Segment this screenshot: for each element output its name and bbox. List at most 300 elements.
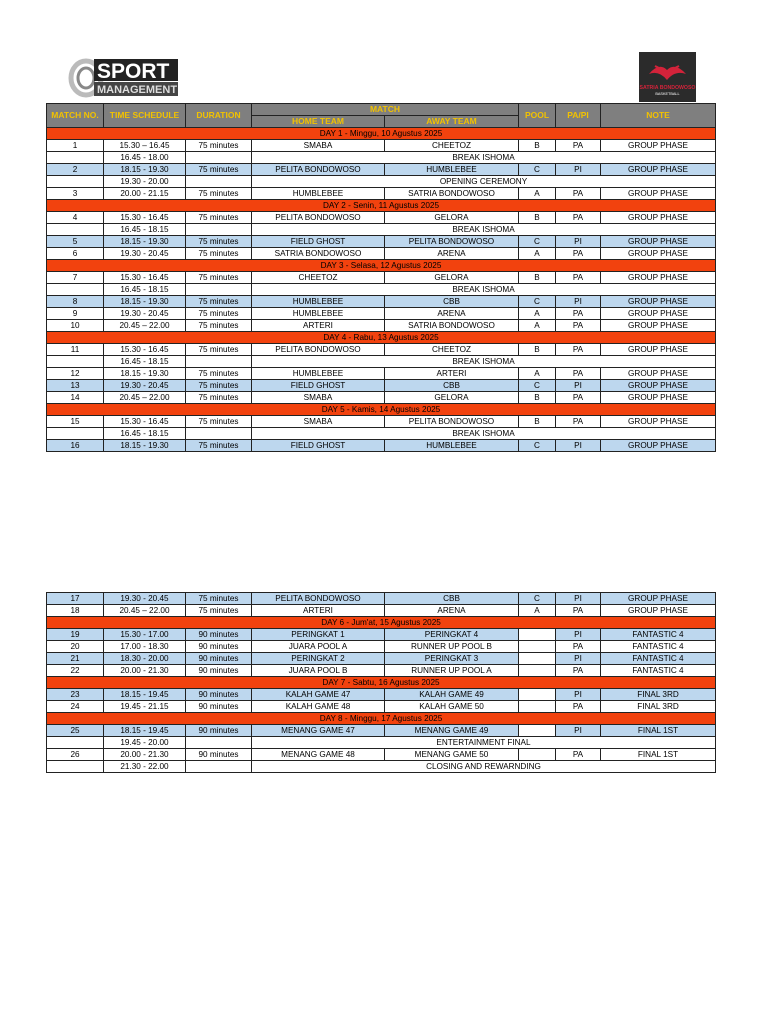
note-cell: GROUP PHASE: [601, 344, 716, 356]
papi-cell: PA: [556, 272, 601, 284]
schedule-table: [46, 103, 716, 452]
pool-cell: A: [519, 248, 556, 260]
time-cell: 15.30 - 16.45: [104, 272, 186, 284]
match-row: [47, 248, 716, 260]
match-row: [47, 605, 716, 617]
duration-cell: 90 minutes: [186, 653, 252, 665]
away-team-cell: GELORA: [385, 272, 519, 284]
break-row: [47, 428, 716, 440]
sport-management-logo: [68, 57, 180, 99]
satria-bondowoso-logo-mark: [639, 52, 696, 102]
papi-cell: PI: [556, 236, 601, 248]
time-cell: 20.00 - 21.15: [104, 188, 186, 200]
pool-cell: [519, 749, 556, 761]
away-team-cell: PELITA BONDOWOSO: [385, 416, 519, 428]
papi-cell: PI: [556, 380, 601, 392]
pool-cell: A: [519, 605, 556, 617]
time-cell: 17.00 - 18.30: [104, 641, 186, 653]
duration-cell: 90 minutes: [186, 701, 252, 713]
header-away-team: AWAY TEAM: [385, 116, 519, 128]
break-row: [47, 761, 716, 773]
break-label: BREAK ISHOMA: [252, 224, 716, 236]
away-team-cell: GELORA: [385, 392, 519, 404]
papi-cell: PI: [556, 629, 601, 641]
home-team-cell: PERINGKAT 1: [252, 629, 385, 641]
home-team-cell: KALAH GAME 47: [252, 689, 385, 701]
match-no-cell: [47, 284, 104, 296]
duration-cell: 90 minutes: [186, 689, 252, 701]
match-no-cell: 24: [47, 701, 104, 713]
papi-cell: PA: [556, 749, 601, 761]
home-team-cell: SMABA: [252, 416, 385, 428]
match-no-cell: 22: [47, 665, 104, 677]
time-cell: 20.00 - 21.30: [104, 749, 186, 761]
duration-cell: 75 minutes: [186, 212, 252, 224]
match-row: [47, 593, 716, 605]
day-header-row: [47, 617, 716, 629]
match-no-cell: 26: [47, 749, 104, 761]
home-team-cell: CHEETOZ: [252, 272, 385, 284]
duration-cell: 75 minutes: [186, 605, 252, 617]
home-team-cell: FIELD GHOST: [252, 236, 385, 248]
duration-cell: [186, 761, 252, 773]
break-row: [47, 152, 716, 164]
note-cell: GROUP PHASE: [601, 593, 716, 605]
pool-cell: [519, 629, 556, 641]
day-header-row: [47, 128, 716, 140]
duration-cell: 75 minutes: [186, 320, 252, 332]
papi-cell: PI: [556, 689, 601, 701]
day-header-row: [47, 260, 716, 272]
pool-cell: B: [519, 212, 556, 224]
away-team-cell: MENANG GAME 49: [385, 725, 519, 737]
pool-cell: B: [519, 344, 556, 356]
match-no-cell: 11: [47, 344, 104, 356]
time-cell: 20.45 – 22.00: [104, 605, 186, 617]
match-no-cell: 13: [47, 380, 104, 392]
duration-cell: 75 minutes: [186, 380, 252, 392]
match-no-cell: 10: [47, 320, 104, 332]
papi-cell: PI: [556, 296, 601, 308]
away-team-cell: SATRIA BONDOWOSO: [385, 320, 519, 332]
home-team-cell: HUMBLEBEE: [252, 368, 385, 380]
home-team-cell: FIELD GHOST: [252, 440, 385, 452]
logo-club-sub: BASKETBALL: [655, 92, 680, 96]
duration-cell: [186, 737, 252, 749]
pool-cell: C: [519, 440, 556, 452]
time-cell: 15.30 – 16.45: [104, 140, 186, 152]
day-label: DAY 3 - Selasa, 12 Agustus 2025: [47, 260, 716, 272]
home-team-cell: MENANG GAME 47: [252, 725, 385, 737]
match-row: [47, 416, 716, 428]
day-header-row: [47, 677, 716, 689]
papi-cell: PA: [556, 392, 601, 404]
home-team-cell: SATRIA BONDOWOSO: [252, 248, 385, 260]
time-cell: 20.00 - 21.30: [104, 665, 186, 677]
papi-cell: PA: [556, 641, 601, 653]
pool-cell: C: [519, 593, 556, 605]
time-cell: 20.45 – 22.00: [104, 320, 186, 332]
home-team-cell: ARTERI: [252, 320, 385, 332]
day-label: DAY 6 - Jum'at, 15 Agustus 2025: [47, 617, 716, 629]
away-team-cell: PERINGKAT 3: [385, 653, 519, 665]
logo-sport-text: SPORT: [97, 60, 170, 83]
duration-cell: 75 minutes: [186, 236, 252, 248]
day-header-row: [47, 332, 716, 344]
break-label: CLOSING AND REWARNDING: [252, 761, 716, 773]
header-note: NOTE: [601, 104, 716, 128]
time-cell: 16.45 - 18.15: [104, 356, 186, 368]
header-pool: POOL: [519, 104, 556, 128]
match-no-cell: 12: [47, 368, 104, 380]
schedule-body-page2: [47, 593, 716, 773]
papi-cell: PA: [556, 188, 601, 200]
home-team-cell: PELITA BONDOWOSO: [252, 593, 385, 605]
papi-cell: PA: [556, 701, 601, 713]
match-no-cell: [47, 176, 104, 188]
match-row: [47, 665, 716, 677]
note-cell: FINAL 1ST: [601, 725, 716, 737]
note-cell: FANTASTIC 4: [601, 641, 716, 653]
time-cell: 19.30 - 20.45: [104, 593, 186, 605]
note-cell: FANTASTIC 4: [601, 653, 716, 665]
away-team-cell: SATRIA BONDOWOSO: [385, 188, 519, 200]
home-team-cell: HUMBLEBEE: [252, 188, 385, 200]
time-cell: 19.30 - 20.45: [104, 380, 186, 392]
time-cell: 18.15 - 19.30: [104, 296, 186, 308]
away-team-cell: CBB: [385, 593, 519, 605]
away-team-cell: PELITA BONDOWOSO: [385, 236, 519, 248]
pool-cell: C: [519, 380, 556, 392]
note-cell: GROUP PHASE: [601, 320, 716, 332]
match-no-cell: 23: [47, 689, 104, 701]
pool-cell: B: [519, 140, 556, 152]
time-cell: 19.45 - 21.15: [104, 701, 186, 713]
time-cell: 19.30 - 20.45: [104, 248, 186, 260]
break-label: BREAK ISHOMA: [252, 428, 716, 440]
note-cell: GROUP PHASE: [601, 605, 716, 617]
match-row: [47, 164, 716, 176]
home-team-cell: KALAH GAME 48: [252, 701, 385, 713]
break-label: BREAK ISHOMA: [252, 284, 716, 296]
home-team-cell: SMABA: [252, 392, 385, 404]
duration-cell: 75 minutes: [186, 344, 252, 356]
satria-bondowoso-logo: [639, 52, 696, 102]
note-cell: GROUP PHASE: [601, 140, 716, 152]
duration-cell: [186, 284, 252, 296]
duration-cell: 90 minutes: [186, 749, 252, 761]
note-cell: FINAL 3RD: [601, 701, 716, 713]
papi-cell: PA: [556, 605, 601, 617]
pool-cell: A: [519, 320, 556, 332]
home-team-cell: PERINGKAT 2: [252, 653, 385, 665]
header-papi: PA/PI: [556, 104, 601, 128]
pool-cell: [519, 653, 556, 665]
day-header-row: [47, 200, 716, 212]
day-label: DAY 5 - Kamis, 14 Agustus 2025: [47, 404, 716, 416]
pool-cell: C: [519, 164, 556, 176]
duration-cell: 75 minutes: [186, 440, 252, 452]
home-team-cell: PELITA BONDOWOSO: [252, 344, 385, 356]
time-cell: 16.45 - 18.15: [104, 428, 186, 440]
header-time-schedule: TIME SCHEDULE: [104, 104, 186, 128]
time-cell: 18.15 - 19.30: [104, 368, 186, 380]
papi-cell: PA: [556, 308, 601, 320]
pool-cell: [519, 641, 556, 653]
match-no-cell: 2: [47, 164, 104, 176]
match-row: [47, 320, 716, 332]
away-team-cell: RUNNER UP POOL B: [385, 641, 519, 653]
duration-cell: 75 minutes: [186, 368, 252, 380]
away-team-cell: HUMBLEBEE: [385, 440, 519, 452]
time-cell: 19.45 - 20.00: [104, 737, 186, 749]
match-no-cell: [47, 761, 104, 773]
home-team-cell: MENANG GAME 48: [252, 749, 385, 761]
note-cell: FINAL 3RD: [601, 689, 716, 701]
match-no-cell: 21: [47, 653, 104, 665]
day-label: DAY 2 - Senin, 11 Agustus 2025: [47, 200, 716, 212]
header-duration: DURATION: [186, 104, 252, 128]
pool-cell: C: [519, 236, 556, 248]
home-team-cell: SMABA: [252, 140, 385, 152]
time-cell: 18.30 - 20.00: [104, 653, 186, 665]
match-row: [47, 725, 716, 737]
match-no-cell: 17: [47, 593, 104, 605]
match-no-cell: [47, 356, 104, 368]
away-team-cell: RUNNER UP POOL A: [385, 665, 519, 677]
match-no-cell: 8: [47, 296, 104, 308]
papi-cell: PA: [556, 212, 601, 224]
duration-cell: 75 minutes: [186, 272, 252, 284]
away-team-cell: CBB: [385, 380, 519, 392]
time-cell: 21.30 - 22.00: [104, 761, 186, 773]
match-row: [47, 296, 716, 308]
match-no-cell: 19: [47, 629, 104, 641]
break-row: [47, 356, 716, 368]
papi-cell: PA: [556, 140, 601, 152]
time-cell: 18.15 - 19.45: [104, 725, 186, 737]
match-row: [47, 629, 716, 641]
time-cell: 15.30 - 17.00: [104, 629, 186, 641]
pool-cell: B: [519, 392, 556, 404]
home-team-cell: FIELD GHOST: [252, 380, 385, 392]
match-row: [47, 212, 716, 224]
away-team-cell: CBB: [385, 296, 519, 308]
papi-cell: PI: [556, 653, 601, 665]
note-cell: GROUP PHASE: [601, 440, 716, 452]
match-row: [47, 272, 716, 284]
match-no-cell: [47, 224, 104, 236]
home-team-cell: JUARA POOL A: [252, 641, 385, 653]
match-row: [47, 368, 716, 380]
match-no-cell: 3: [47, 188, 104, 200]
break-row: [47, 737, 716, 749]
break-label: ENTERTAINMENT FINAL: [252, 737, 716, 749]
header-home-team: HOME TEAM: [252, 116, 385, 128]
duration-cell: 75 minutes: [186, 416, 252, 428]
duration-cell: 90 minutes: [186, 665, 252, 677]
pool-cell: [519, 665, 556, 677]
note-cell: GROUP PHASE: [601, 188, 716, 200]
away-team-cell: KALAH GAME 50: [385, 701, 519, 713]
home-team-cell: PELITA BONDOWOSO: [252, 212, 385, 224]
papi-cell: PA: [556, 416, 601, 428]
note-cell: GROUP PHASE: [601, 296, 716, 308]
match-row: [47, 440, 716, 452]
pool-cell: A: [519, 188, 556, 200]
header-match: MATCH: [252, 104, 519, 116]
match-row: [47, 701, 716, 713]
time-cell: 18.15 - 19.30: [104, 164, 186, 176]
match-no-cell: 4: [47, 212, 104, 224]
schedule-body-page1: [47, 128, 716, 452]
time-cell: 15.30 - 16.45: [104, 212, 186, 224]
note-cell: GROUP PHASE: [601, 212, 716, 224]
duration-cell: [186, 428, 252, 440]
home-team-cell: HUMBLEBEE: [252, 308, 385, 320]
match-row: [47, 236, 716, 248]
pool-cell: A: [519, 308, 556, 320]
duration-cell: 75 minutes: [186, 248, 252, 260]
duration-cell: [186, 356, 252, 368]
day-label: DAY 7 - Sabtu, 16 Agustus 2025: [47, 677, 716, 689]
home-team-cell: JUARA POOL B: [252, 665, 385, 677]
note-cell: GROUP PHASE: [601, 380, 716, 392]
match-row: [47, 308, 716, 320]
match-no-cell: 9: [47, 308, 104, 320]
pool-cell: [519, 725, 556, 737]
match-row: [47, 749, 716, 761]
away-team-cell: ARENA: [385, 605, 519, 617]
home-team-cell: ARTERI: [252, 605, 385, 617]
pool-cell: [519, 701, 556, 713]
match-row: [47, 140, 716, 152]
home-team-cell: PELITA BONDOWOSO: [252, 164, 385, 176]
day-label: DAY 8 - Minggu, 17 Agustus 2025: [47, 713, 716, 725]
time-cell: 20.45 – 22.00: [104, 392, 186, 404]
duration-cell: 75 minutes: [186, 188, 252, 200]
pool-cell: [519, 689, 556, 701]
pool-cell: B: [519, 416, 556, 428]
away-team-cell: KALAH GAME 49: [385, 689, 519, 701]
pool-cell: A: [519, 368, 556, 380]
note-cell: GROUP PHASE: [601, 272, 716, 284]
away-team-cell: CHEETOZ: [385, 344, 519, 356]
pool-cell: C: [519, 296, 556, 308]
match-no-cell: 15: [47, 416, 104, 428]
time-cell: 19.30 - 20.45: [104, 308, 186, 320]
duration-cell: 90 minutes: [186, 641, 252, 653]
time-cell: 16.45 - 18.00: [104, 152, 186, 164]
duration-cell: [186, 176, 252, 188]
away-team-cell: PERINGKAT 4: [385, 629, 519, 641]
papi-cell: PA: [556, 665, 601, 677]
break-row: [47, 224, 716, 236]
break-label: BREAK ISHOMA: [252, 356, 716, 368]
day-header-row: [47, 713, 716, 725]
match-row: [47, 344, 716, 356]
day-label: DAY 4 - Rabu, 13 Agustus 2025: [47, 332, 716, 344]
duration-cell: 75 minutes: [186, 164, 252, 176]
papi-cell: PA: [556, 368, 601, 380]
note-cell: GROUP PHASE: [601, 368, 716, 380]
schedule-table-continued: [46, 592, 716, 773]
match-no-cell: 7: [47, 272, 104, 284]
away-team-cell: CHEETOZ: [385, 140, 519, 152]
note-cell: FANTASTIC 4: [601, 629, 716, 641]
papi-cell: PA: [556, 320, 601, 332]
match-no-cell: 5: [47, 236, 104, 248]
match-row: [47, 653, 716, 665]
note-cell: GROUP PHASE: [601, 416, 716, 428]
match-no-cell: 6: [47, 248, 104, 260]
note-cell: GROUP PHASE: [601, 308, 716, 320]
match-row: [47, 392, 716, 404]
break-row: [47, 176, 716, 188]
day-header-row: [47, 404, 716, 416]
note-cell: FANTASTIC 4: [601, 665, 716, 677]
note-cell: GROUP PHASE: [601, 392, 716, 404]
note-cell: GROUP PHASE: [601, 248, 716, 260]
match-no-cell: 14: [47, 392, 104, 404]
papi-cell: PI: [556, 440, 601, 452]
home-team-cell: HUMBLEBEE: [252, 296, 385, 308]
time-cell: 15.30 - 16.45: [104, 416, 186, 428]
time-cell: 18.15 - 19.30: [104, 236, 186, 248]
note-cell: FINAL 1ST: [601, 749, 716, 761]
day-label: DAY 1 - Minggu, 10 Agustus 2025: [47, 128, 716, 140]
match-no-cell: 20: [47, 641, 104, 653]
duration-cell: [186, 224, 252, 236]
logo-management-text: MANAGEMENT: [97, 84, 178, 96]
away-team-cell: ARENA: [385, 248, 519, 260]
papi-cell: PI: [556, 725, 601, 737]
header-match-no: MATCH NO.: [47, 104, 104, 128]
match-no-cell: [47, 737, 104, 749]
duration-cell: 75 minutes: [186, 392, 252, 404]
papi-cell: PA: [556, 248, 601, 260]
away-team-cell: HUMBLEBEE: [385, 164, 519, 176]
away-team-cell: GELORA: [385, 212, 519, 224]
duration-cell: 90 minutes: [186, 725, 252, 737]
time-cell: 16.45 - 18.15: [104, 284, 186, 296]
duration-cell: 90 minutes: [186, 629, 252, 641]
pool-cell: B: [519, 272, 556, 284]
break-label: BREAK ISHOMA: [252, 152, 716, 164]
match-no-cell: [47, 428, 104, 440]
duration-cell: [186, 152, 252, 164]
papi-cell: PI: [556, 164, 601, 176]
duration-cell: 75 minutes: [186, 593, 252, 605]
match-no-cell: [47, 152, 104, 164]
time-cell: 16.45 - 18.15: [104, 224, 186, 236]
break-label: OPENING CEREMONY: [252, 176, 716, 188]
break-row: [47, 284, 716, 296]
note-cell: GROUP PHASE: [601, 164, 716, 176]
time-cell: 19.30 - 20.00: [104, 176, 186, 188]
time-cell: 15.30 - 16.45: [104, 344, 186, 356]
match-no-cell: 25: [47, 725, 104, 737]
away-team-cell: MENANG GAME 50: [385, 749, 519, 761]
match-row: [47, 188, 716, 200]
time-cell: 18.15 - 19.30: [104, 440, 186, 452]
papi-cell: PI: [556, 593, 601, 605]
match-row: [47, 380, 716, 392]
note-cell: GROUP PHASE: [601, 236, 716, 248]
match-row: [47, 689, 716, 701]
away-team-cell: ARENA: [385, 308, 519, 320]
match-no-cell: 1: [47, 140, 104, 152]
